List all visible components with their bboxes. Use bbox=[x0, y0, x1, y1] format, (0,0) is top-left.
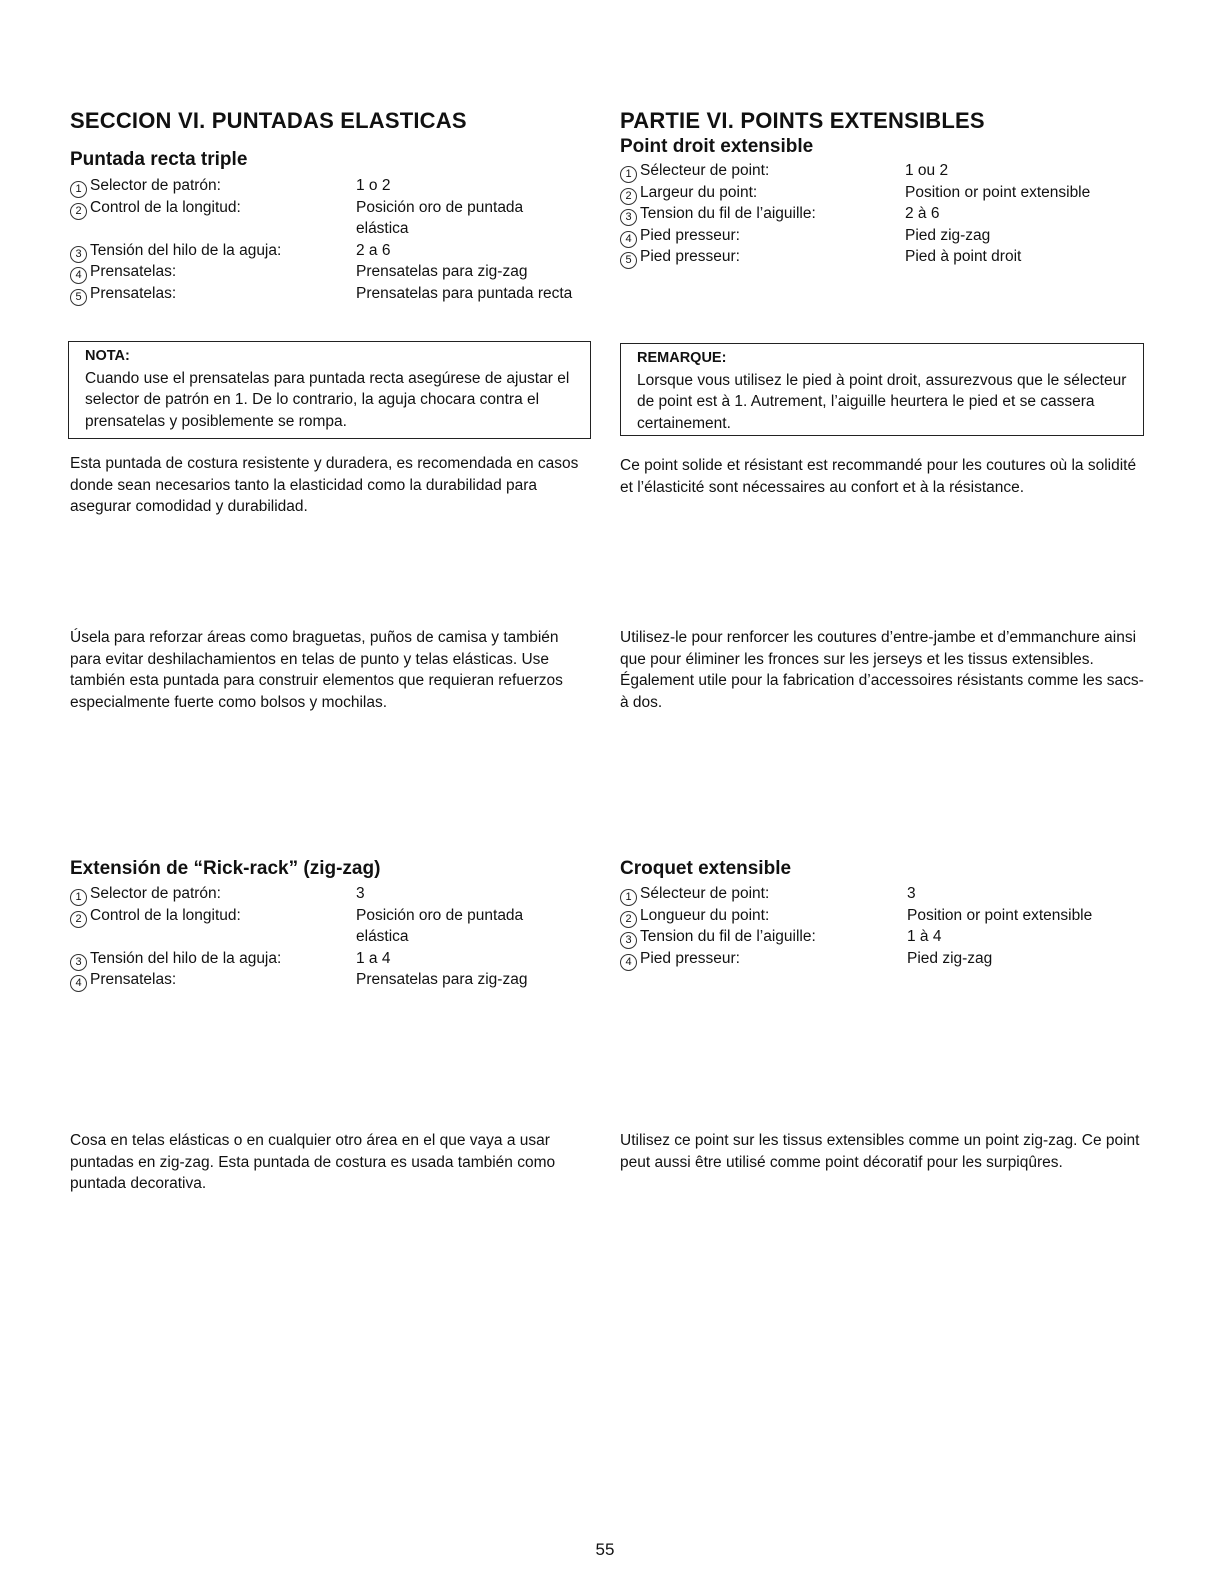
subheading-es-2: Extensión de “Rick-rack” (zig-zag) bbox=[70, 858, 381, 879]
spec-label: Sélecteur de point: bbox=[640, 162, 770, 179]
spec-row bbox=[70, 905, 590, 948]
spec-row bbox=[70, 240, 590, 262]
spec-value: Prensatelas para puntada recta bbox=[356, 284, 573, 302]
spec-label: Tensión del hilo de la aguja: bbox=[90, 241, 282, 259]
circled-number-icon: 4 bbox=[70, 267, 87, 284]
spec-row bbox=[70, 948, 590, 970]
paragraph-es-1: Esta puntada de costura resistente y duradera, es recomendada en casos donde sean necesarios tanto la elasticidad como la durabilidad para asegurar comodidad y durabilidad. bbox=[70, 455, 579, 516]
spec-value: 1 o 2 bbox=[356, 177, 391, 194]
circled-number-icon: 5 bbox=[620, 252, 637, 269]
spec-label: Tension du fil de l’aiguille: bbox=[640, 205, 816, 223]
subheading-fr-2: Croquet extensible bbox=[620, 858, 792, 879]
spec-value: Pied zig-zag bbox=[907, 949, 993, 967]
spec-row bbox=[70, 969, 590, 991]
page-number: 55 bbox=[595, 1540, 615, 1559]
note-title: NOTA: bbox=[85, 348, 130, 364]
spec-label: Control de la longitud: bbox=[90, 906, 241, 924]
circled-number-icon: 4 bbox=[70, 975, 87, 992]
spec-value: 1 ou 2 bbox=[905, 162, 949, 179]
circled-number-icon: 2 bbox=[620, 911, 637, 928]
spec-value: 2 à 6 bbox=[905, 205, 940, 223]
spec-label: Prensatelas: bbox=[90, 284, 177, 302]
circled-number-icon: 4 bbox=[620, 954, 637, 971]
circled-number-icon: 1 bbox=[620, 889, 637, 906]
spec-label: Pied presseur: bbox=[640, 949, 740, 967]
subheading-es-1: Puntada recta triple bbox=[70, 149, 248, 170]
spec-row bbox=[70, 283, 590, 326]
spec-row bbox=[620, 905, 1160, 927]
paragraph-fr-1: Ce point solide et résistant est recommandé pour les coutures où la solidité et l’élasticité sont nécessaires au confort et à la résistance. bbox=[620, 457, 1137, 496]
circled-number-icon: 3 bbox=[620, 932, 637, 949]
circled-number-icon: 5 bbox=[70, 289, 87, 306]
circled-number-icon: 2 bbox=[70, 203, 87, 220]
circled-number-icon: 4 bbox=[620, 231, 637, 248]
spec-label: Sélecteur de point: bbox=[640, 885, 770, 902]
spec-value: Prensatelas para zig-zag bbox=[356, 263, 528, 281]
spec-label: Prensatelas: bbox=[90, 971, 177, 989]
section-title-fr: PARTIE VI. POINTS EXTENSIBLES bbox=[620, 108, 985, 133]
spec-value: Position or point extensible bbox=[905, 183, 1091, 201]
spec-row bbox=[620, 246, 1160, 268]
spec-row bbox=[70, 197, 590, 240]
spec-table-fr-1 bbox=[620, 160, 1160, 268]
spec-row bbox=[620, 160, 1160, 182]
note-title: REMARQUE: bbox=[637, 350, 727, 366]
paragraph-fr-2: Utilisez-le pour renforcer les coutures d’entre-jambe et d’emmanchure ainsi que pour éliminer les fronces sur les jerseys et les tissus extensibles. Également utile pour la fabrication d’accessoires résistants comme les sacs-à dos. bbox=[620, 629, 1144, 711]
note-box-fr bbox=[620, 343, 1144, 436]
spec-row bbox=[620, 182, 1160, 204]
note-text: Cuando use el prensatelas para puntada recta asegúrese de ajustar el selector de patrón en 1. De lo contrario, la aguja chocara contra el prensatelas y posiblemente se rompa. bbox=[85, 369, 570, 430]
circled-number-icon: 2 bbox=[620, 188, 637, 205]
spec-value: Posición oro de puntada elástica bbox=[356, 906, 524, 946]
spec-value: Posición oro de puntada elástica bbox=[356, 198, 524, 238]
spec-label: Control de la longitud: bbox=[90, 198, 241, 216]
spec-value: Prensatelas para zig-zag bbox=[356, 971, 528, 989]
note-text: Lorsque vous utilisez le pied à point droit, assurezvous que le sélecteur de point est à 1. Autrement, l’aiguille heurtera le pied et se cassera certainement. bbox=[637, 371, 1127, 432]
spec-value: 3 bbox=[356, 885, 365, 902]
paragraph-es-2: Úsela para reforzar áreas como braguetas, puños de camisa y también para evitar deshilachamientos en telas de punto y telas elásticas. Use también esta puntada para construir elementos que requieran refuerzos especialmente fuerte como bolsos y mochilas. bbox=[70, 629, 563, 711]
section-title-es: SECCION VI. PUNTADAS ELASTICAS bbox=[70, 108, 467, 133]
spec-label: Pied presseur: bbox=[640, 226, 740, 244]
spec-label: Tension du fil de l’aiguille: bbox=[640, 928, 816, 946]
spec-row bbox=[70, 175, 590, 197]
spec-value: Position or point extensible bbox=[907, 906, 1093, 924]
subheading-fr-1: Point droit extensible bbox=[620, 136, 814, 157]
spec-label: Longueur du point: bbox=[640, 906, 770, 924]
circled-number-icon: 1 bbox=[70, 181, 87, 198]
spec-value: 3 bbox=[907, 885, 916, 902]
spec-table-es-2 bbox=[70, 883, 590, 991]
circled-number-icon: 3 bbox=[70, 246, 87, 263]
spec-label: Prensatelas: bbox=[90, 263, 177, 281]
spec-row bbox=[620, 948, 1160, 970]
circled-number-icon: 2 bbox=[70, 911, 87, 928]
note-box-es bbox=[68, 341, 591, 439]
spec-value: 1 a 4 bbox=[356, 949, 391, 967]
spec-row bbox=[620, 225, 1160, 247]
circled-number-icon: 3 bbox=[70, 954, 87, 971]
spec-label: Selector de patrón: bbox=[90, 177, 221, 194]
spec-label: Pied presseur: bbox=[640, 248, 740, 266]
paragraph-fr-3: Utilisez ce point sur les tissus extensibles comme un point zig-zag. Ce point peut aussi être utilisé comme point décoratif pour les surpiqûres. bbox=[620, 1132, 1140, 1171]
spec-value: 1 à 4 bbox=[907, 928, 942, 946]
spec-value: Pied à point droit bbox=[905, 248, 1022, 266]
circled-number-icon: 3 bbox=[620, 209, 637, 226]
spec-row bbox=[620, 926, 1160, 948]
spec-label: Largeur du point: bbox=[640, 183, 758, 201]
spec-value: 2 a 6 bbox=[356, 241, 391, 259]
spec-row bbox=[70, 261, 590, 283]
paragraph-es-3: Cosa en telas elásticas o en cualquier otro área en el que vaya a usar puntadas en zig-zag. Esta puntada de costura es usada también como puntada decorativa. bbox=[70, 1132, 556, 1193]
spec-table-fr-2 bbox=[620, 883, 1160, 969]
spec-label: Selector de patrón: bbox=[90, 885, 221, 902]
spec-row bbox=[70, 883, 590, 905]
spec-row bbox=[620, 883, 1160, 905]
circled-number-icon: 1 bbox=[70, 889, 87, 906]
spec-row bbox=[620, 203, 1160, 225]
spec-value: Pied zig-zag bbox=[905, 226, 991, 244]
spec-table-es-1 bbox=[70, 175, 590, 326]
circled-number-icon: 1 bbox=[620, 166, 637, 183]
spec-label: Tensión del hilo de la aguja: bbox=[90, 949, 282, 967]
